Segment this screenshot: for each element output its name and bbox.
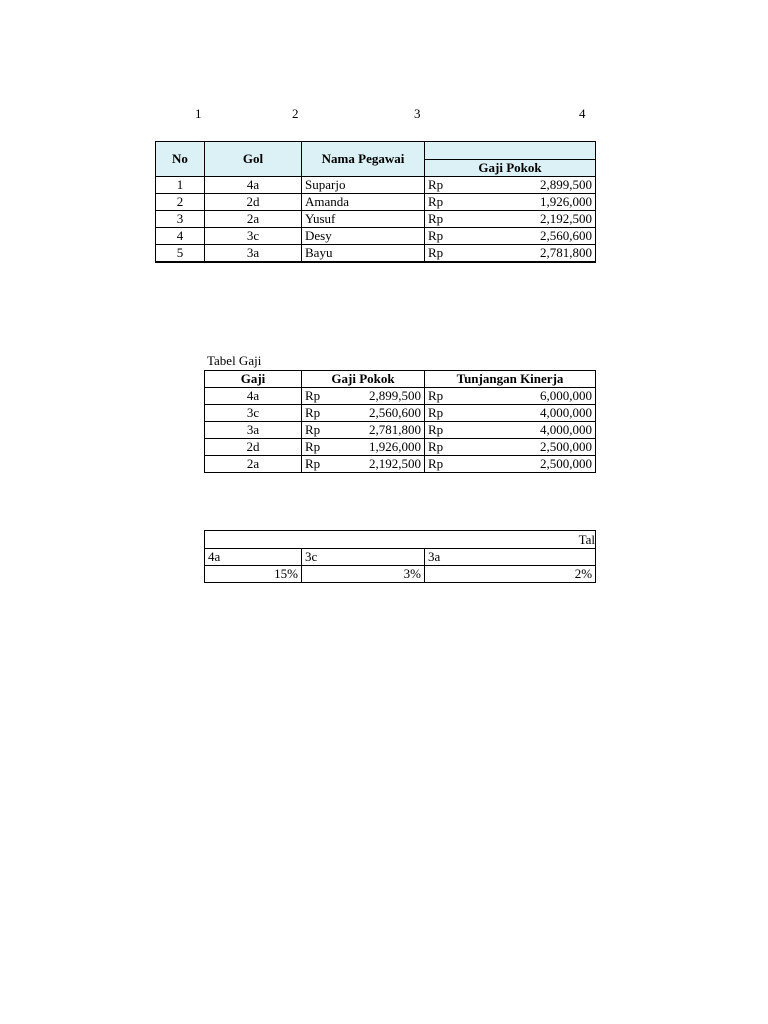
salary-table [204, 370, 596, 473]
cell-nama[interactable]: Desy [302, 228, 425, 245]
cell-gaji-pokok[interactable] [425, 211, 596, 228]
employee-table [155, 141, 596, 263]
cell-gol[interactable]: 3a [205, 245, 302, 263]
amount: 4,000,000 [540, 422, 592, 437]
column-number-1: 1 [195, 106, 202, 121]
currency-label: Rp [305, 422, 321, 437]
amount: 2,899,500 [369, 388, 421, 403]
header-no: No [156, 142, 205, 177]
cell-tunjangan[interactable] [425, 405, 596, 422]
cell-gol[interactable]: 2a [205, 211, 302, 228]
cell-nama[interactable]: Suparjo [302, 177, 425, 194]
header-group-blank [425, 142, 596, 160]
header-gaji-pokok: Gaji Pokok [425, 160, 596, 177]
salary-table-caption: Tabel Gaji [207, 353, 262, 368]
cell-nama[interactable]: Yusuf [302, 211, 425, 228]
amount: 2,781,800 [540, 245, 592, 260]
currency-label: Rp [428, 245, 444, 260]
header-gaji-pokok: Gaji Pokok [302, 371, 425, 388]
cell-gol[interactable]: 3a [205, 422, 302, 439]
column-number-4: 4 [579, 106, 586, 121]
cell-no[interactable]: 3 [156, 211, 205, 228]
cell-gaji-pokok[interactable] [302, 422, 425, 439]
amount: 2,500,000 [540, 456, 592, 471]
percent-table [204, 530, 596, 583]
table-row [156, 228, 596, 245]
column-number-2: 2 [292, 106, 299, 121]
currency-label: Rp [305, 439, 321, 454]
cell-tunjangan[interactable] [425, 388, 596, 405]
cell-nama[interactable]: Bayu [302, 245, 425, 263]
currency-label: Rp [428, 456, 444, 471]
cell-grade[interactable]: 4a [205, 549, 302, 566]
cell-tunjangan[interactable] [425, 456, 596, 473]
currency-label: Rp [428, 228, 444, 243]
amount: 2,192,500 [540, 211, 592, 226]
cell-gol[interactable]: 4a [205, 177, 302, 194]
currency-label: Rp [305, 456, 321, 471]
header-tunjangan-kinerja: Tunjangan Kinerja [425, 371, 596, 388]
cell-gol[interactable]: 3c [205, 405, 302, 422]
table-row [205, 422, 596, 439]
table-row [205, 388, 596, 405]
cell-grade[interactable]: 3c [302, 549, 425, 566]
table-row [205, 405, 596, 422]
amount: 2,781,800 [369, 422, 421, 437]
cell-gaji-pokok[interactable] [302, 388, 425, 405]
header-gol: Gol [205, 142, 302, 177]
amount: 2,899,500 [540, 177, 592, 192]
cell-gol[interactable]: 4a [205, 388, 302, 405]
amount: 4,000,000 [540, 405, 592, 420]
cell-grade[interactable]: 3a [425, 549, 596, 566]
amount: 1,926,000 [369, 439, 421, 454]
cell-percent[interactable]: 3% [302, 566, 425, 583]
cell-gaji-pokok[interactable] [425, 194, 596, 211]
currency-label: Rp [428, 211, 444, 226]
cell-gol[interactable]: 2d [205, 194, 302, 211]
table-row [156, 245, 596, 263]
currency-label: Rp [428, 405, 444, 420]
table-row [205, 456, 596, 473]
cell-gol[interactable]: 2d [205, 439, 302, 456]
cell-gaji-pokok[interactable] [302, 456, 425, 473]
amount: 6,000,000 [540, 388, 592, 403]
cell-tunjangan[interactable] [425, 422, 596, 439]
cell-gaji-pokok[interactable] [425, 228, 596, 245]
table-row [156, 211, 596, 228]
cell-gol[interactable]: 2a [205, 456, 302, 473]
currency-label: Rp [428, 177, 444, 192]
currency-label: Rp [428, 422, 444, 437]
cell-percent[interactable]: 2% [425, 566, 596, 583]
cell-percent[interactable]: 15% [205, 566, 302, 583]
currency-label: Rp [305, 388, 321, 403]
column-number-3: 3 [414, 106, 421, 121]
cell-no[interactable]: 5 [156, 245, 205, 263]
amount: 2,560,600 [540, 228, 592, 243]
amount: 2,560,600 [369, 405, 421, 420]
table-row [205, 549, 596, 566]
amount: 2,192,500 [369, 456, 421, 471]
header-gaji: Gaji [205, 371, 302, 388]
table-row [156, 177, 596, 194]
currency-label: Rp [428, 388, 444, 403]
cell-gol[interactable]: 3c [205, 228, 302, 245]
cell-gaji-pokok[interactable] [425, 245, 596, 263]
amount: 2,500,000 [540, 439, 592, 454]
currency-label: Rp [428, 194, 444, 209]
percent-table-title: Tal [205, 531, 596, 549]
cell-tunjangan[interactable] [425, 439, 596, 456]
table-row [156, 194, 596, 211]
cell-no[interactable]: 1 [156, 177, 205, 194]
cell-no[interactable]: 4 [156, 228, 205, 245]
cell-gaji-pokok[interactable] [302, 405, 425, 422]
cell-gaji-pokok[interactable] [425, 177, 596, 194]
header-nama-pegawai: Nama Pegawai [302, 142, 425, 177]
amount: 1,926,000 [540, 194, 592, 209]
table-row [205, 439, 596, 456]
table-row [205, 566, 596, 583]
cell-nama[interactable]: Amanda [302, 194, 425, 211]
cell-no[interactable]: 2 [156, 194, 205, 211]
cell-gaji-pokok[interactable] [302, 439, 425, 456]
currency-label: Rp [305, 405, 321, 420]
currency-label: Rp [428, 439, 444, 454]
